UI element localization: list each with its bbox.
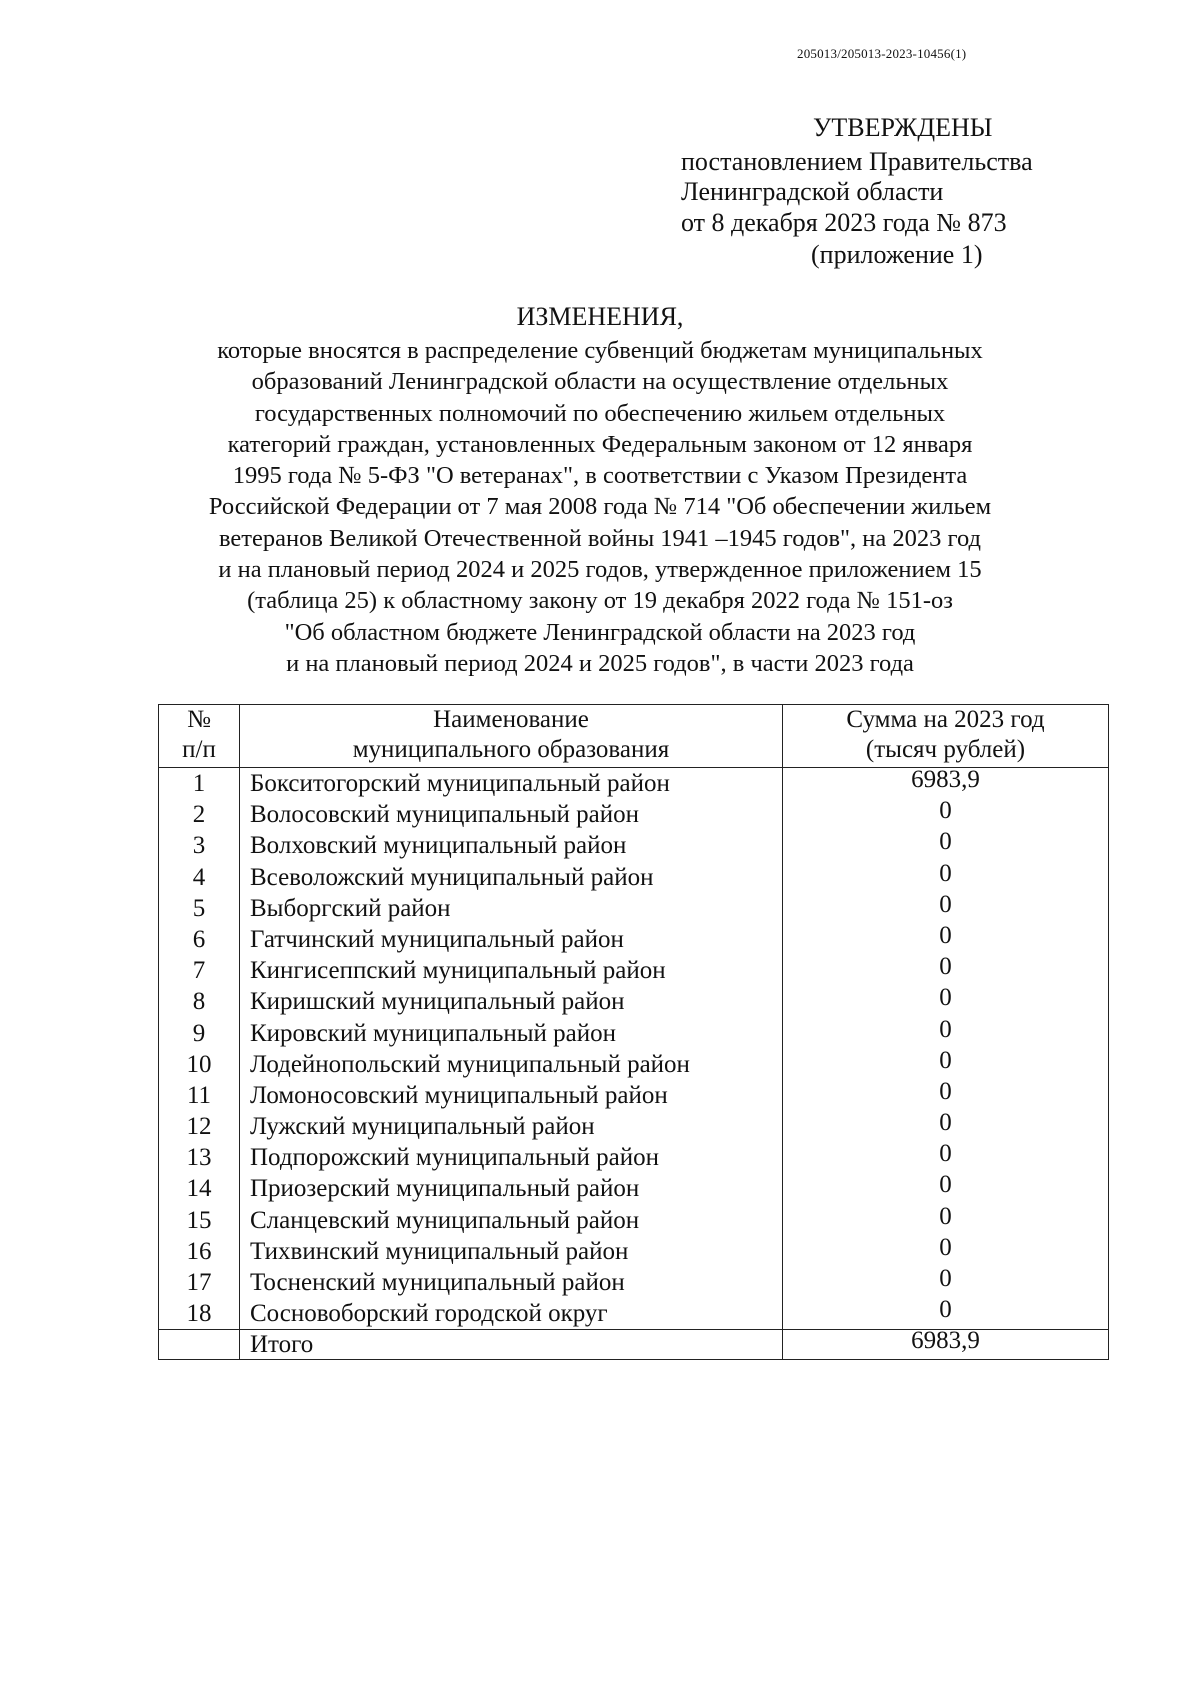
- row-sum: [783, 986, 1109, 1017]
- header-number-line-2: п/п: [182, 736, 216, 763]
- row-sum-value: 6983,9: [911, 766, 980, 793]
- row-name: Тосненский муниципальный район: [240, 1267, 783, 1298]
- row-sum-value: 0: [939, 859, 952, 887]
- row-number: 11: [159, 1080, 240, 1111]
- row-sum-value: 0: [939, 890, 952, 918]
- row-sum-value: 0: [939, 828, 952, 856]
- total-label: Итого: [240, 1330, 783, 1360]
- table-row: [159, 799, 1109, 830]
- row-number: 9: [159, 1018, 240, 1049]
- row-number: 1: [159, 768, 240, 800]
- description-line: Российской Федерации от 7 мая 2008 года № 714 "Об обеспечении жильем: [208, 493, 992, 521]
- row-sum-value: 0: [939, 1296, 952, 1324]
- table-row: [159, 986, 1109, 1017]
- row-name: Гатчинский муниципальный район: [240, 924, 783, 955]
- row-sum-value: 0: [939, 1077, 952, 1105]
- table-row: [159, 1298, 1109, 1330]
- row-number: 13: [159, 1142, 240, 1173]
- approval-line-2: Ленинградской области: [681, 177, 944, 206]
- table-row: [159, 1205, 1109, 1236]
- row-sum: [783, 1142, 1109, 1173]
- row-sum: [783, 768, 1109, 800]
- table-row: [159, 1267, 1109, 1298]
- total-sum: [783, 1327, 1109, 1360]
- row-number: 10: [159, 1049, 240, 1080]
- row-number: 3: [159, 830, 240, 861]
- row-name: Сосновоборский городской округ: [240, 1298, 783, 1330]
- table-header-row: [159, 705, 1109, 768]
- row-sum-value: 0: [939, 1233, 952, 1261]
- row-sum-value: 0: [939, 1265, 952, 1292]
- table-row: [159, 862, 1109, 893]
- row-sum-value: 0: [939, 1202, 952, 1230]
- row-name: Всеволожский муниципальный район: [240, 862, 783, 893]
- total-row: [159, 1330, 1109, 1360]
- description-line: и на плановый период 2024 и 2025 годов", в части 2023 года: [286, 649, 914, 677]
- row-name: Бокситогорский муниципальный район: [240, 768, 783, 800]
- description-line: государственных полномочий по обеспечению жильем отдельных: [254, 399, 946, 427]
- table-row: [159, 830, 1109, 861]
- document-heading: ИЗМЕНЕНИЯ,: [516, 302, 684, 331]
- row-sum: [783, 1298, 1109, 1330]
- row-sum-value: 0: [939, 921, 952, 949]
- description-line: которые вносятся в распределение субвенций бюджетам муниципальных: [217, 337, 983, 364]
- row-sum: [783, 799, 1109, 830]
- row-number: 6: [159, 924, 240, 955]
- row-sum: [783, 1173, 1109, 1204]
- table-row: [159, 768, 1109, 800]
- row-number: 15: [159, 1205, 240, 1236]
- row-sum-value: 0: [939, 1140, 952, 1168]
- row-name: Лужский муниципальный район: [240, 1111, 783, 1142]
- header-number: [159, 705, 240, 768]
- approval-title: УТВЕРЖДЕНЫ: [813, 113, 993, 142]
- row-sum-value: 0: [939, 1015, 952, 1043]
- row-name: Ломоносовский муниципальный район: [240, 1080, 783, 1111]
- row-number: 8: [159, 986, 240, 1017]
- row-number: 12: [159, 1111, 240, 1142]
- row-sum-value: 0: [939, 1109, 952, 1137]
- row-name: Волосовский муниципальный район: [240, 799, 783, 830]
- approval-line-3: от 8 декабря 2023 года № 873: [681, 208, 1007, 237]
- row-sum: [783, 1077, 1109, 1111]
- row-sum: [783, 1046, 1109, 1080]
- row-sum: [783, 859, 1109, 893]
- row-sum: [783, 1015, 1109, 1049]
- row-sum-value: 0: [939, 797, 952, 825]
- table-row: [159, 1111, 1109, 1142]
- table-row: [159, 1142, 1109, 1173]
- subvention-table: [158, 704, 1109, 1360]
- table-row: [159, 1049, 1109, 1080]
- row-sum-value: 0: [939, 953, 952, 981]
- row-sum: [783, 955, 1109, 986]
- row-sum-value: 0: [939, 984, 952, 1012]
- approval-line-4: (приложение 1): [811, 240, 983, 269]
- approval-line-1: постановлением Правительства: [681, 147, 1033, 176]
- table-row: [159, 924, 1109, 955]
- header-name-line-2: муниципального образования: [352, 736, 670, 763]
- table-body: [159, 768, 1109, 1360]
- total-number-cell: [159, 1330, 240, 1360]
- row-number: 5: [159, 893, 240, 924]
- row-name: Лодейнопольский муниципальный район: [240, 1049, 783, 1080]
- document-description: [0, 335, 1200, 679]
- header-name: [240, 705, 783, 768]
- row-sum: [783, 1202, 1109, 1236]
- table-row: [159, 1018, 1109, 1049]
- approval-block: [0, 0, 1200, 269]
- row-number: 2: [159, 799, 240, 830]
- row-name: Кингисеппский муниципальный район: [240, 955, 783, 986]
- header-sum-line-1: Сумма на 2023 год: [846, 706, 1045, 733]
- row-sum-value: 0: [939, 1046, 952, 1074]
- row-name: Кировский муниципальный район: [240, 1018, 783, 1049]
- description-line: ветеранов Великой Отечественной войны 1941 –1945 годов", на 2023 год: [219, 524, 981, 552]
- table-row: [159, 1236, 1109, 1267]
- row-name: Сланцевский муниципальный район: [240, 1205, 783, 1236]
- table-row: [159, 893, 1109, 924]
- row-number: 4: [159, 862, 240, 893]
- description-line: категорий граждан, установленных Федеральным законом от 12 января: [227, 430, 973, 458]
- row-sum-value: 0: [939, 1171, 952, 1199]
- row-name: Киришский муниципальный район: [240, 986, 783, 1017]
- row-sum: [783, 890, 1109, 924]
- header-sum: [783, 705, 1109, 768]
- description-line: 1995 года № 5-ФЗ "О ветеранах", в соответствии с Указом Президента: [232, 462, 968, 490]
- description-line: (таблица 25) к областному закону от 19 декабря 2022 года № 151-оз: [247, 587, 953, 615]
- row-sum: [783, 830, 1109, 861]
- header-sum-line-2: (тысяч рублей): [865, 736, 1026, 763]
- description-line: "Об областном бюджете Ленинградской области на 2023 год: [284, 618, 916, 646]
- document-id: 205013/205013-2023-10456(1): [797, 46, 967, 61]
- total-sum-value: 6983,9: [911, 1327, 980, 1355]
- row-name: Выборгский район: [240, 893, 783, 924]
- description-line: и на плановый период 2024 и 2025 годов, утвержденное приложением 15: [218, 556, 982, 584]
- row-number: 7: [159, 955, 240, 986]
- row-name: Приозерский муниципальный район: [240, 1173, 783, 1204]
- row-name: Подпорожский муниципальный район: [240, 1142, 783, 1173]
- row-name: Волховский муниципальный район: [240, 830, 783, 861]
- row-number: 17: [159, 1267, 240, 1298]
- table-row: [159, 1080, 1109, 1111]
- description-line: образований Ленинградской области на осуществление отдельных: [251, 368, 949, 396]
- table-row: [159, 1173, 1109, 1204]
- row-number: 14: [159, 1173, 240, 1204]
- table-row: [159, 955, 1109, 986]
- row-sum: [783, 1233, 1109, 1267]
- row-number: 18: [159, 1298, 240, 1330]
- row-name: Тихвинский муниципальный район: [240, 1236, 783, 1267]
- row-sum: [783, 1267, 1109, 1298]
- row-sum: [783, 1111, 1109, 1142]
- header-number-line-1: №: [187, 706, 211, 733]
- header-name-line-1: Наименование: [433, 706, 589, 733]
- row-number: 16: [159, 1236, 240, 1267]
- row-sum: [783, 921, 1109, 955]
